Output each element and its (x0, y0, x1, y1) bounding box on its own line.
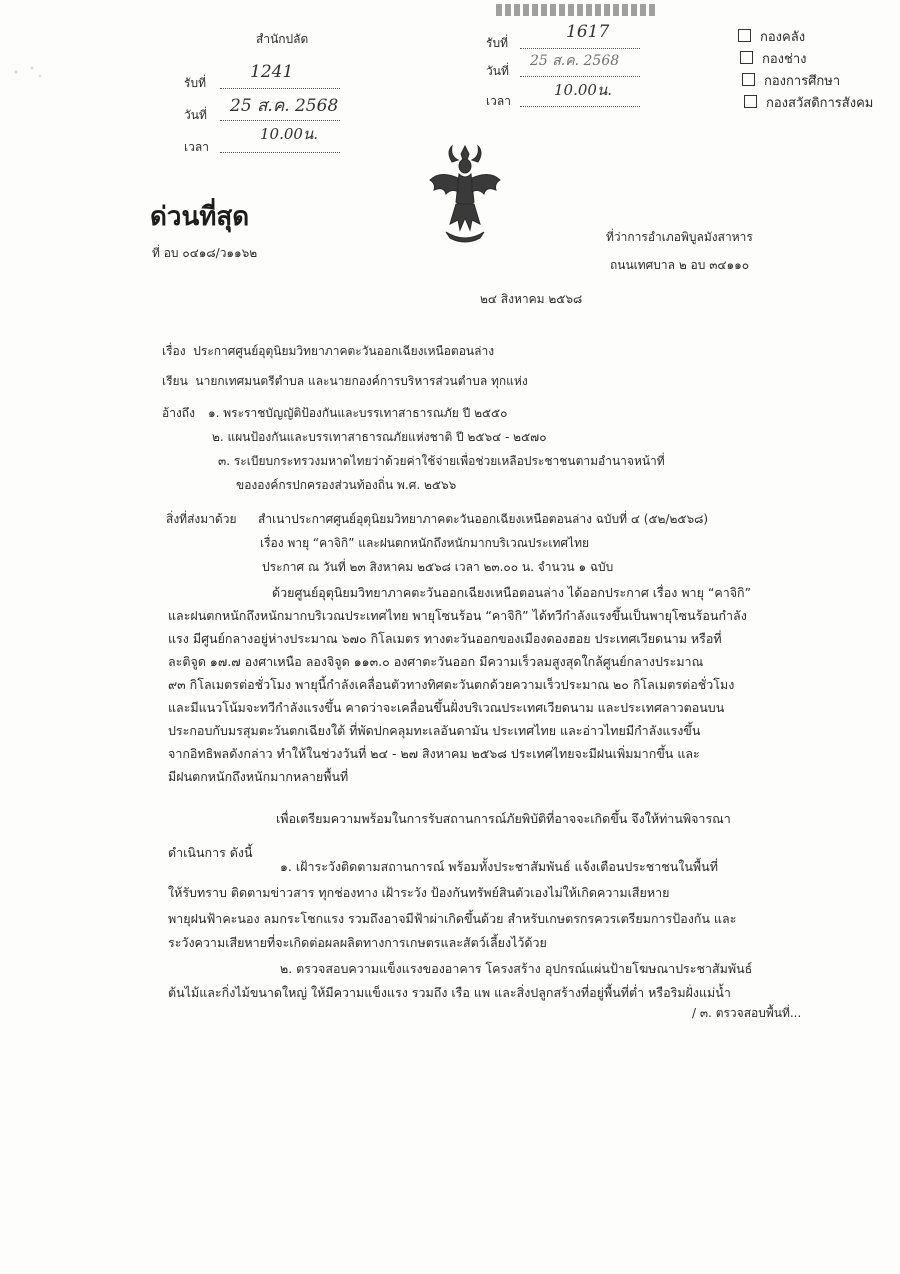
paragraph-line: พายุฝนฟ้าคะนอง ลมกระโชกแรง รวมถึงอาจมีฟ้าผ่าเกิดขึ้นด้วย สำหรับเกษตรกรควรเตรียมการป้องกัน และ (168, 911, 737, 926)
stamp-middle-date-label: วันที่ (486, 64, 509, 78)
stamp-left-time-label: เวลา (184, 140, 209, 154)
reference-item-2: ๒. แผนป้องกันและบรรเทาสาธารณภัยแห่งชาติ ปี ๒๕๖๔ - ๒๕๗๐ (212, 430, 547, 444)
stamp-left-received-no: 1241 (250, 62, 294, 82)
paragraph-line: และมีแนวโน้มจะทวีกำลังแรงขึ้น คาดว่าจะเคลื่อนขึ้นฝั่งบริเวณประเทศเวียดนาม และประเทศลาวตอนบน (168, 700, 725, 715)
stamp-middle-faded-header (496, 4, 656, 16)
stamp-middle-received-no: 1617 (566, 22, 610, 42)
routing-checklist (738, 26, 898, 114)
stamp-left-date-label: วันที่ (184, 108, 207, 122)
paragraph-line: ๑. เฝ้าระวังติดตามสถานการณ์ พร้อมทั้งประชาสัมพันธ์ แจ้งเตือนประชาชนในพื้นที่ (280, 859, 718, 874)
stamp-left-time-value: 10.00น. (260, 125, 318, 143)
checkbox-icon (738, 29, 751, 42)
paragraph-line: ประกอบกับมรสุมตะวันตกเฉียงใต้ ที่พัดปกคลุมทะเลอันดามัน ประเทศไทย และอ่าวไทยมีกำลังแรงขึ้น (168, 723, 701, 738)
references-label: อ้างถึง (162, 406, 195, 420)
routing-item-finance[interactable]: กองคลัง (738, 26, 898, 48)
stamp-left-date-value: 25 ส.ค. 2568 (230, 96, 339, 116)
stamp-middle-received-label: รับที่ (486, 36, 508, 50)
scan-noise (8, 62, 48, 82)
sender-address: ถนนเทศบาล ๒ อบ ๓๔๑๑๐ (610, 258, 750, 272)
paragraph-line: ให้รับทราบ ติดตามข่าวสาร ทุกช่องทาง เฝ้าระวัง ป้องกันทรัพย์สินตัวเองไม่ให้เกิดความเสียหาย (168, 885, 670, 900)
reference-item-1: ๑. พระราชบัญญัติป้องกันและบรรเทาสาธารณภัย ปี ๒๕๕๐ (208, 406, 508, 420)
reference-item-3-cont: ขององค์กรปกครองส่วนท้องถิ่น พ.ศ. ๒๕๖๖ (236, 478, 457, 492)
checkbox-icon (740, 51, 753, 64)
paragraph-line: ละติจูด ๑๗.๗ องศาเหนือ ลองจิจูด ๑๑๓.๐ องศาตะวันออก มีความเร็วลมสูงสุดใกล้ศูนย์กลางประมาณ (168, 654, 704, 669)
to-text: นายกเทศมนตรีตำบล และนายกองค์การบริหารส่วนตำบล ทุกแห่ง (195, 374, 528, 388)
subject-line (162, 342, 494, 361)
paragraph-line: ๙๓ กิโลเมตรต่อชั่วโมง พายุนี้กำลังเคลื่อนตัวทางทิศตะวันตกด้วยความเร็วประมาณ ๒๐ กิโลเมตรต่อชั่วโมง (168, 677, 735, 692)
routing-item-welfare[interactable]: กองสวัสดิการสังคม (744, 92, 894, 114)
paragraph-line: จากอิทธิพลดังกล่าว ทำให้ในช่วงวันที่ ๒๔ - ๒๗ สิงหาคม ๒๕๖๘ ประเทศไทยจะมีฝนเพิ่มมากขึ้น และ (168, 746, 700, 761)
to-line (162, 372, 528, 391)
urgency-marker: ด่วนที่สุด (150, 202, 250, 232)
reference-number: ที่ อบ ๐๔๑๘/ว๑๑๖๒ (152, 246, 258, 260)
stamp-left-dotline-3 (220, 152, 340, 153)
stamp-middle-date-value: 25 ส.ค. 2568 (530, 53, 620, 69)
checkbox-icon (742, 73, 755, 86)
enclosure-line-2: เรื่อง พายุ “คาจิกิ” และฝนตกหนักถึงหนักมากบริเวณประเทศไทย (260, 536, 590, 550)
subject-label: เรื่อง (162, 344, 186, 358)
stamp-middle-dotline-1 (520, 48, 640, 49)
paragraph-line: เพื่อเตรียมความพร้อมในการรับสถานการณ์ภัยพิบัติที่อาจจะเกิดขึ้น จึงให้ท่านพิจารณา (276, 811, 731, 826)
continuation-note: / ๓. ตรวจสอบพื้นที่... (692, 1006, 802, 1020)
paragraph-line: ต้นไม้และกิ่งไม้ขนาดใหญ่ ให้มีความแข็งแรง รวมถึง เรือ แพ และสิ่งปลูกสร้างที่อยู่พื้นที่ต่ำ หรือริมฝั่งแม่น้ำ (168, 985, 731, 1000)
enclosure-line-1: สำเนาประกาศศูนย์อุตุนิยมวิทยาภาคตะวันออกเฉียงเหนือตอนล่าง ฉบับที่ ๔ (๕๒/๒๕๖๘) (258, 512, 709, 526)
paragraph-line: ดำเนินการ ดังนี้ (168, 845, 253, 860)
stamp-left-dotline-2 (220, 120, 340, 121)
paragraph-line: มีฝนตกหนักถึงหนักมากหลายพื้นที่ (168, 769, 349, 784)
paragraph-line: ๒. ตรวจสอบความแข็งแรงของอาคาร โครงสร้าง อุปกรณ์แผ่นป้ายโฆษณาประชาสัมพันธ์ (280, 961, 753, 976)
enclosure-line-3: ประกาศ ณ วันที่ ๒๓ สิงหาคม ๒๕๖๘ เวลา ๒๓.๐๐ น. จำนวน ๑ ฉบับ (262, 560, 614, 574)
receipt-stamp-left (178, 24, 353, 154)
stamp-middle-time-value: 10.00น. (554, 81, 612, 99)
to-label: เรียน (162, 374, 188, 388)
stamp-middle-dotline-2 (520, 76, 640, 77)
garuda-icon (422, 140, 508, 248)
receipt-stamp-middle (486, 0, 686, 110)
paragraph-line: ด้วยศูนย์อุตุนิยมวิทยาภาคตะวันออกเฉียงเหนือตอนล่าง ได้ออกประกาศ เรื่อง พายุ “คาจิกิ” (272, 585, 752, 600)
garuda-emblem (422, 140, 508, 248)
stamp-middle-dotline-3 (520, 106, 640, 107)
checkbox-icon (744, 95, 757, 108)
subject-text: ประกาศศูนย์อุตุนิยมวิทยาภาคตะวันออกเฉียงเหนือตอนล่าง (193, 344, 495, 358)
paragraph-line: แรง มีศูนย์กลางอยู่ห่างประมาณ ๖๗๐ กิโลเมตร ทางตะวันออกของเมืองดองฮอย ประเทศเวียดนาม หรือที่ (168, 631, 722, 646)
reference-item-3: ๓. ระเบียบกระทรวงมหาดไทยว่าด้วยค่าใช้จ่ายเพื่อช่วยเหลือประชาชนตามอำนาจหน้าที่ (218, 454, 665, 468)
letter-date: ๒๔ สิงหาคม ๒๕๖๘ (480, 292, 583, 306)
paragraph-line: ระวังความเสียหายที่จะเกิดต่อผลผลิตทางการเกษตรและสัตว์เลี้ยงไว้ด้วย (168, 935, 547, 950)
stamp-middle-time-label: เวลา (486, 94, 511, 108)
stamp-left-received-label: รับที่ (184, 76, 206, 90)
routing-item-education[interactable]: กองการศึกษา (742, 70, 898, 92)
stamp-left-header: สำนักปลัด (256, 32, 309, 46)
routing-item-engineering[interactable]: กองช่าง (740, 48, 898, 70)
stamp-left-dotline-1 (220, 88, 340, 89)
paragraph-line: และฝนตกหนักถึงหนักมากบริเวณประเทศไทย พายุโซนร้อน “คาจิกิ” ได้ทวีกำลังแรงขึ้นเป็นพายุโซนร้อนกำลัง (168, 608, 747, 623)
sender-office: ที่ว่าการอำเภอพิบูลมังสาหาร (606, 230, 753, 244)
enclosure-label: สิ่งที่ส่งมาด้วย (166, 512, 237, 526)
